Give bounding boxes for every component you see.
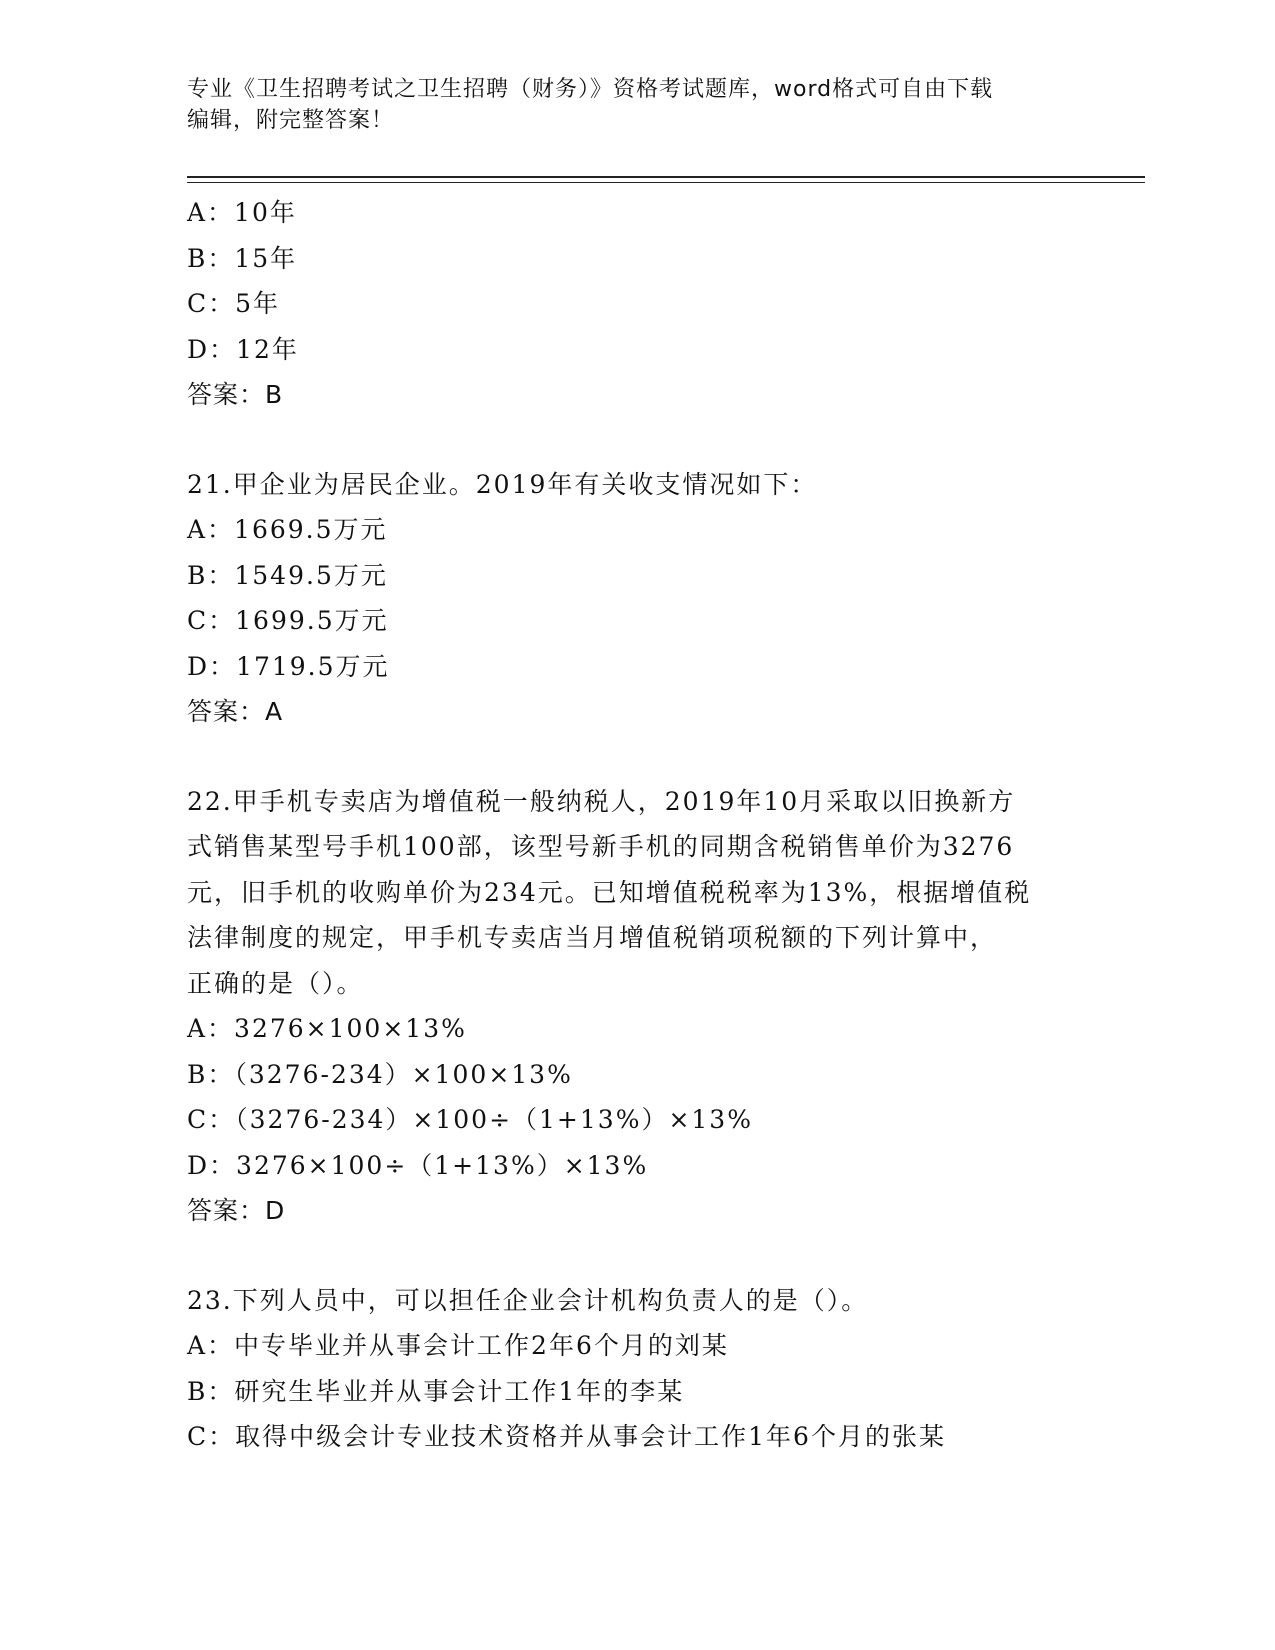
question-text-line: 式销售某型号手机100部，该型号新手机的同期含税销售单价为3276 xyxy=(187,832,1015,861)
answer: 答案：A xyxy=(187,697,284,726)
option-a: A：中专毕业并从事会计工作2年6个月的刘某 xyxy=(187,1331,729,1360)
option-a: A：3276×100×13% xyxy=(187,1014,467,1043)
option-a: A：10年 xyxy=(187,198,297,227)
question-list xyxy=(187,190,1087,1460)
question-text-line: 正确的是（）。 xyxy=(187,968,364,998)
option-b: B：研究生毕业并从事会计工作1年的李某 xyxy=(187,1376,685,1406)
header-line-1: 专业《卫生招聘考试之卫生招聘（财务）》资格考试题库，word格式可自由下载 xyxy=(187,77,994,102)
option-c: C：1699.5万元 xyxy=(187,606,389,635)
spacer xyxy=(187,1234,1087,1278)
question-text-line: 法律制度的规定，甲手机专卖店当月增值税销项税额的下列计算中， xyxy=(187,923,998,952)
header-line-2: 编辑，附完整答案！ xyxy=(187,108,395,133)
document-header xyxy=(187,74,1087,136)
option-b: B：1549.5万元 xyxy=(187,560,388,590)
option-d: D：3276×100÷（1+13%）×13% xyxy=(187,1150,649,1180)
header-divider-thin xyxy=(187,182,1145,183)
question-23 xyxy=(187,1278,1087,1460)
question-text-line: 元，旧手机的收购单价为234元。已知增值税税率为13%，根据增值税 xyxy=(187,877,1032,907)
option-d: D：1719.5万元 xyxy=(187,651,390,681)
question-text-line: 22.甲手机专卖店为增值税一般纳税人，2019年10月采取以旧换新方 xyxy=(187,786,1016,816)
spacer xyxy=(187,418,1087,462)
question-text: 21.甲企业为居民企业。2019年有关收支情况如下： xyxy=(187,469,818,499)
spacer xyxy=(187,735,1087,779)
question-20 xyxy=(187,190,1087,418)
option-c: C：取得中级会计专业技术资格并从事会计工作1年6个月的张某 xyxy=(187,1422,946,1451)
question-21 xyxy=(187,462,1087,735)
answer: 答案：D xyxy=(187,1196,286,1225)
question-text: 23.下列人员中，可以担任企业会计机构负责人的是（）。 xyxy=(187,1285,869,1315)
option-a: A：1669.5万元 xyxy=(187,515,388,544)
option-b: B：15年 xyxy=(187,243,298,273)
answer: 答案：B xyxy=(187,380,284,409)
option-d: D：12年 xyxy=(187,334,299,364)
option-c: C：（3276-234）×100÷（1+13%）×13% xyxy=(187,1105,753,1134)
question-22 xyxy=(187,779,1087,1234)
option-c: C：5年 xyxy=(187,289,281,318)
header-divider-thick xyxy=(187,176,1145,178)
option-b: B：（3276-234）×100×13% xyxy=(187,1059,573,1089)
